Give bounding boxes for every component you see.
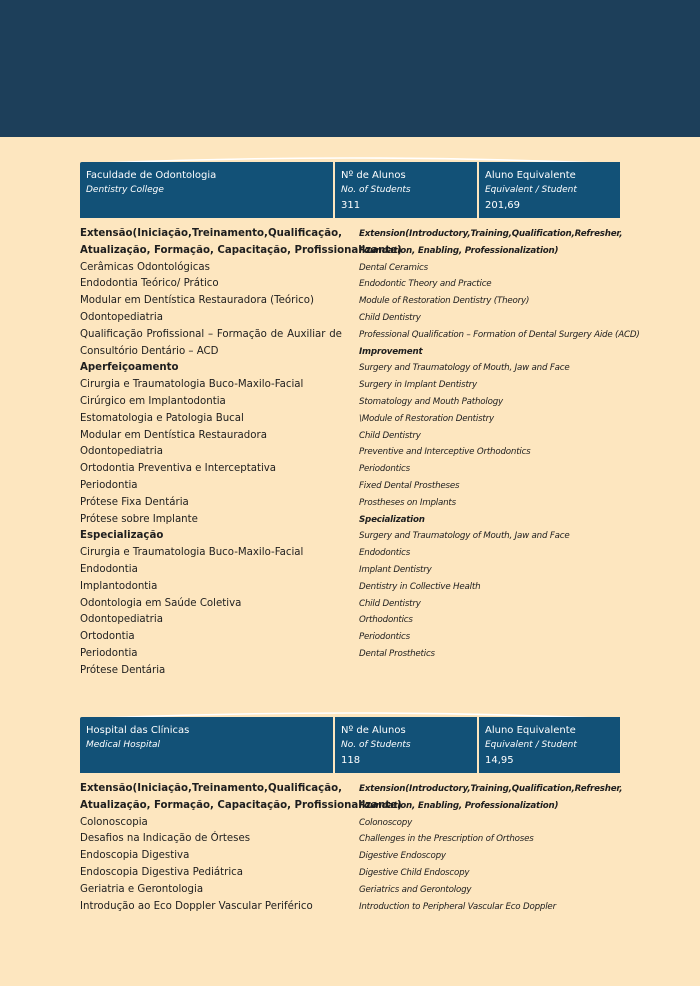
course-list-en xyxy=(359,781,623,915)
list-item: Odontologia em Saúde Coletiva xyxy=(80,597,242,609)
word: Training, xyxy=(470,229,512,239)
list-item: Prótese Fixa Dentária xyxy=(80,496,189,508)
list-item: Dental Prosthetics xyxy=(359,648,435,659)
students-label-en: No. of Students xyxy=(341,740,411,750)
word: de xyxy=(329,328,342,340)
subheading-improvement: Improvement xyxy=(359,346,423,357)
list-item: Ortodontia xyxy=(80,631,135,643)
list-item: Colonoscopy xyxy=(359,817,413,828)
list-item: Consultório Dentário – ACD xyxy=(80,345,219,357)
list-item: Geriatrics and Gerontology xyxy=(359,884,472,895)
en-heading-line2: Foundation, Enabling, Professionalization) xyxy=(359,800,559,811)
list-item: Modular em Dentística Restauradora (Teórico) xyxy=(80,295,314,307)
pt-heading-line2: Atualização, Formação, Capacitação, Profissionalizante) xyxy=(80,244,402,256)
list-item: Endoscopia Digestiva xyxy=(80,850,190,862)
list-item: Surgery and Traumatology of Mouth, Jaw and Face xyxy=(359,531,570,542)
word: – xyxy=(208,328,214,340)
word: Qualification, xyxy=(511,784,575,794)
word: Formação xyxy=(216,328,267,340)
list-item: Stomatology and Mouth Pathology xyxy=(359,396,503,407)
header-equivalent-cell xyxy=(477,162,622,218)
list-item: Periodontics xyxy=(359,464,410,475)
list-item: \Module of Restoration Dentistry xyxy=(359,413,494,424)
list-item: Colonoscopia xyxy=(80,816,148,828)
en-heading-line1 xyxy=(359,781,623,798)
hospital-name-en: Medical Hospital xyxy=(86,740,161,750)
list-item: Prótese sobre Implante xyxy=(80,513,198,525)
list-item: Challenges in the Prescription of Orthoses xyxy=(359,834,534,845)
list-item: Periodontia xyxy=(80,479,138,491)
header-students-cell xyxy=(333,717,477,773)
word: (Introductory, xyxy=(405,784,471,794)
list-item: Implantodontia xyxy=(80,580,158,592)
list-item: Digestive Child Endoscopy xyxy=(359,867,470,878)
list-item: Surgery and Traumatology of Mouth, Jaw and Face xyxy=(359,363,570,374)
list-item: Periodontia xyxy=(80,647,138,659)
course-list-en xyxy=(359,226,640,663)
students-label-pt: Nº de Alunos xyxy=(341,725,406,736)
word: Qualificação, xyxy=(267,783,342,794)
list-item: Child Dentistry xyxy=(359,598,421,609)
list-item: Endodontic Theory and Practice xyxy=(359,279,492,290)
students-value: 311 xyxy=(341,200,361,211)
college-name-pt: Faculdade de Odontologia xyxy=(86,170,217,181)
subheading-specialization: Specialization xyxy=(359,514,425,525)
list-item: Child Dentistry xyxy=(359,430,421,441)
equivalent-value: 14,95 xyxy=(485,755,514,766)
list-item: Surgery in Implant Dentistry xyxy=(359,380,477,391)
list-item: Ortodontia Preventiva e Interceptativa xyxy=(80,463,277,475)
word: Extension xyxy=(359,784,406,794)
list-item: Endoscopia Digestiva Pediátrica xyxy=(80,866,244,878)
list-item: Desafios na Indicação de Órteses xyxy=(80,833,251,845)
college-name-en: Dentistry College xyxy=(86,185,164,195)
list-item: Cirúrgico em Implantodontia xyxy=(80,395,226,407)
equivalent-value: 201,69 xyxy=(485,200,520,211)
equivalent-label-pt: Aluno Equivalente xyxy=(485,725,576,736)
list-item: Cerâmicas Odontológicas xyxy=(80,261,210,273)
pt-heading-line1 xyxy=(80,226,342,243)
list-item: Odontopediatria xyxy=(80,311,163,323)
list-item: Cirurgia e Traumatologia Buco-Maxilo-Facial xyxy=(80,547,304,559)
word: Extensão xyxy=(80,783,133,794)
word: Extensão xyxy=(80,228,133,239)
word: Qualification, xyxy=(511,229,575,239)
header-equivalent-cell xyxy=(477,717,622,773)
list-item: Estomatologia e Patologia Bucal xyxy=(80,412,244,424)
list-item: Digestive Endoscopy xyxy=(359,851,446,862)
list-item-justified xyxy=(80,327,342,344)
word: Refresher, xyxy=(574,229,623,239)
word: Qualificação xyxy=(80,328,143,340)
word: Treinamento, xyxy=(191,228,268,239)
students-value: 118 xyxy=(341,755,361,766)
list-item: Module of Restoration Dentistry (Theory) xyxy=(359,296,530,307)
word: Auxiliar xyxy=(287,328,326,340)
pt-heading-line1 xyxy=(80,781,342,798)
header-name-cell xyxy=(80,162,333,218)
word: (Iniciação, xyxy=(132,228,192,239)
en-heading-line1 xyxy=(359,226,623,243)
pt-heading-line2: Atualização, Formação, Capacitação, Profissionalizante) xyxy=(80,799,402,811)
word: Extension xyxy=(359,229,406,239)
word: Treinamento, xyxy=(191,783,268,794)
college-header xyxy=(80,162,620,218)
en-heading-line2: Foundation, Enabling, Professionalization) xyxy=(359,245,559,256)
list-item: Child Dentistry xyxy=(359,312,421,323)
list-item: Introduction to Peripheral Vascular Eco Doppler xyxy=(359,901,556,912)
students-label-en: No. of Students xyxy=(341,185,411,195)
equivalent-label-pt: Aluno Equivalente xyxy=(485,170,576,181)
list-item: Odontopediatria xyxy=(80,446,163,458)
equivalent-label-en: Equivalent / Student xyxy=(485,185,577,195)
header-students-cell xyxy=(333,162,477,218)
students-label-pt: Nº de Alunos xyxy=(341,170,406,181)
word: Refresher, xyxy=(574,784,623,794)
word: (Introductory, xyxy=(405,229,471,239)
list-item: Odontopediatria xyxy=(80,614,163,626)
list-item: Professional Qualification – Formation of Dental Surgery Aide (ACD) xyxy=(359,329,640,340)
list-item: Periodontics xyxy=(359,632,410,643)
header-name-cell xyxy=(80,717,333,773)
word: Training, xyxy=(470,784,512,794)
list-item: Endodontia Teórico/ Prático xyxy=(80,278,219,290)
list-item: Preventive and Interceptive Orthodontics xyxy=(359,447,531,458)
list-item: Dentistry in Collective Health xyxy=(359,581,481,592)
subheading-especializacao: Especialização xyxy=(80,530,164,542)
word: Profissional xyxy=(146,328,205,340)
list-item: Modular em Dentística Restauradora xyxy=(80,429,267,441)
list-item: Cirurgia e Traumatologia Buco-Maxilo-Facial xyxy=(80,379,304,391)
hospital-header xyxy=(80,717,620,773)
equivalent-label-en: Equivalent / Student xyxy=(485,740,577,750)
subheading-aperfeicoamento: Aperfeiçoamento xyxy=(80,362,179,374)
list-item: Prostheses on Implants xyxy=(359,497,456,508)
list-item: Implant Dentistry xyxy=(359,564,432,575)
list-item: Introdução ao Eco Doppler Vascular Periférico xyxy=(80,900,313,912)
list-item: Geriatria e Gerontologia xyxy=(80,883,204,895)
word: de xyxy=(270,328,284,340)
word: (Iniciação, xyxy=(132,783,192,794)
list-item: Prótese Dentária xyxy=(80,664,166,676)
list-item: Fixed Dental Prostheses xyxy=(359,480,460,491)
hospital-name-pt: Hospital das Clínicas xyxy=(86,725,190,736)
top-banner xyxy=(0,0,700,137)
list-item: Endodontia xyxy=(80,563,138,575)
list-item: Endodontics xyxy=(359,548,411,559)
word: Qualificação, xyxy=(267,228,342,239)
list-item: Orthodontics xyxy=(359,615,413,626)
list-item: Dental Ceramics xyxy=(359,262,428,273)
